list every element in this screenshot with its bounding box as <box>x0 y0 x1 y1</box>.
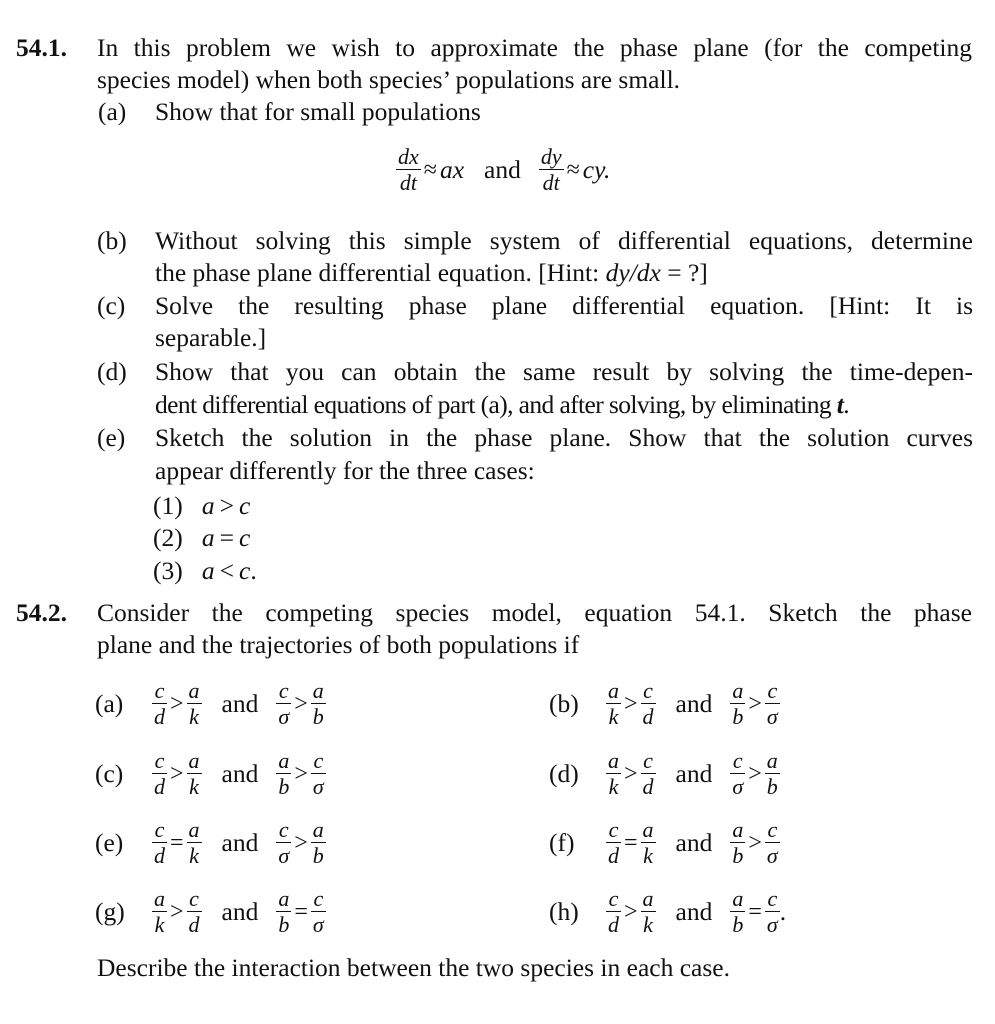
condition-item <box>549 819 780 867</box>
denominator: k <box>187 842 202 867</box>
relation-symbol: = <box>294 898 308 925</box>
numerator: c <box>313 886 324 911</box>
fraction <box>641 680 656 728</box>
text-segment: . <box>843 390 850 419</box>
numerator: a <box>642 817 654 842</box>
denominator: b <box>278 912 290 937</box>
fraction <box>641 819 656 867</box>
fraction <box>396 146 421 194</box>
relation-symbol: = <box>624 829 638 856</box>
numerator: a <box>278 748 290 773</box>
conjunction: and <box>221 827 259 857</box>
fraction <box>730 888 745 936</box>
relation-symbol: > <box>170 898 184 925</box>
numerator: c <box>608 886 619 911</box>
numerator: a <box>188 748 200 773</box>
relation-symbol: > <box>294 760 308 787</box>
part-label: (a) <box>98 97 127 126</box>
part-text <box>155 257 708 290</box>
case-item <box>153 522 250 555</box>
condition-item <box>95 888 326 936</box>
conjunction: and <box>675 827 713 857</box>
case-end: . <box>250 556 257 585</box>
part-text: Show that for small populations <box>155 97 481 126</box>
condition-label: (e) <box>95 827 124 857</box>
fraction <box>311 680 326 728</box>
denominator: σ <box>766 843 778 868</box>
case-lhs: a <box>201 523 215 552</box>
conjunction: and <box>675 896 713 926</box>
case-item <box>153 555 257 588</box>
denominator: d <box>188 912 200 937</box>
math-expression: ax <box>439 154 465 184</box>
condition-label: (h) <box>549 896 579 926</box>
relation-symbol: > <box>748 829 762 856</box>
numerator: a <box>154 886 165 911</box>
case-rhs: c <box>239 491 251 520</box>
numerator: c <box>643 748 653 773</box>
case-lhs: a <box>201 556 215 585</box>
denominator: σ <box>766 704 778 729</box>
numerator: c <box>767 886 778 911</box>
relation-symbol: ≈ <box>566 156 580 183</box>
numerator: c <box>767 817 778 842</box>
denominator: d <box>642 704 654 729</box>
condition-item <box>95 750 326 798</box>
case-rhs: c <box>239 523 251 552</box>
fraction <box>152 819 167 867</box>
fraction <box>606 888 621 936</box>
fraction <box>606 750 621 798</box>
numerator: a <box>312 678 324 703</box>
numerator: dx <box>398 144 419 169</box>
denominator: d <box>154 704 165 729</box>
numerator: a <box>608 748 619 773</box>
text-segment: the phase plane differential equation. [Hint: <box>155 258 606 287</box>
condition-item <box>549 750 780 798</box>
fraction <box>276 819 291 867</box>
numerator: a <box>642 886 654 911</box>
part-text: Sketch the solution in the phase plane. Show that the solution curves <box>155 423 973 452</box>
condition-label: (a) <box>95 688 124 718</box>
conjunction: and <box>675 688 713 718</box>
condition-label: (d) <box>549 758 579 788</box>
numerator: c <box>278 678 289 703</box>
relation-symbol: > <box>624 690 638 717</box>
denominator: k <box>641 842 656 867</box>
fraction <box>641 750 656 798</box>
denominator: dt <box>396 169 421 194</box>
fraction <box>730 819 745 867</box>
numerator: a <box>766 748 778 773</box>
numerator: c <box>643 678 653 703</box>
relation-symbol: > <box>624 898 638 925</box>
fraction <box>152 888 167 936</box>
case-relation: < <box>219 556 234 585</box>
relation-symbol: > <box>624 760 638 787</box>
numerator: a <box>188 678 200 703</box>
conjunction: and <box>221 896 259 926</box>
part-text <box>155 389 849 422</box>
part-text: Without solving this simple system of differential equations, determine <box>155 226 973 255</box>
denominator: d <box>642 774 654 799</box>
fraction <box>187 680 202 728</box>
numerator: c <box>732 748 743 773</box>
fraction <box>276 680 291 728</box>
numerator: a <box>732 817 744 842</box>
denominator: d <box>154 843 165 868</box>
numerator: c <box>608 817 619 842</box>
case-label: (3) <box>153 556 183 585</box>
problem-intro-line: plane and the trajectories of both populations if <box>97 630 580 659</box>
denominator: d <box>608 843 619 868</box>
denominator: b <box>732 843 744 868</box>
numerator: c <box>767 678 778 703</box>
denominator: b <box>312 843 324 868</box>
case-label: (1) <box>153 491 183 520</box>
part-label: (d) <box>97 357 127 386</box>
fraction <box>187 819 202 867</box>
denominator: σ <box>278 704 290 729</box>
denominator: σ <box>278 843 290 868</box>
condition-item <box>549 888 786 936</box>
fraction <box>187 888 202 936</box>
fraction <box>606 819 621 867</box>
relation-symbol: > <box>748 760 762 787</box>
problem-intro-line: In this problem we wish to approximate the phase plane (for the competing <box>97 33 972 62</box>
numerator: c <box>278 817 289 842</box>
denominator: b <box>766 774 778 799</box>
fraction <box>152 680 167 728</box>
denominator: σ <box>766 912 778 937</box>
denominator: k <box>187 703 202 728</box>
part-text: separable.] <box>155 323 267 352</box>
numerator: dy <box>540 144 562 169</box>
part-text: Show that you can obtain the same result by solving the time-depen- <box>155 357 973 386</box>
numerator: c <box>154 678 165 703</box>
fraction <box>765 680 780 728</box>
math-variable: t <box>836 390 844 419</box>
denominator: b <box>732 912 744 937</box>
relation-symbol: > <box>748 690 762 717</box>
math-expression: dy/dx <box>605 258 661 287</box>
conjunction: and <box>221 688 259 718</box>
numerator: a <box>732 678 744 703</box>
case-item <box>153 490 250 523</box>
condition-label: (c) <box>95 758 124 788</box>
conjunction: and <box>221 758 259 788</box>
part-label: (c) <box>97 291 126 320</box>
denominator: b <box>732 704 744 729</box>
condition-item <box>95 819 326 867</box>
relation-symbol: ≈ <box>423 156 437 183</box>
fraction <box>311 750 326 798</box>
denominator: dt <box>539 169 564 194</box>
fraction <box>606 680 621 728</box>
numerator: a <box>732 886 744 911</box>
closing-instruction: Describe the interaction between the two species in each case. <box>97 953 730 982</box>
condition-end: . <box>779 896 787 926</box>
fraction <box>765 750 780 798</box>
fraction <box>152 750 167 798</box>
case-relation: = <box>219 523 234 552</box>
problem-number: 54.1. <box>16 33 67 62</box>
part-text: appear differently for the three cases: <box>155 456 535 485</box>
condition-item <box>95 680 326 728</box>
fraction <box>641 888 656 936</box>
text-segment: = ?] <box>660 258 708 287</box>
relation-symbol: > <box>294 829 308 856</box>
numerator: a <box>312 817 324 842</box>
problem-intro-line: species model) when both species’ populations are small. <box>97 65 681 94</box>
part-label: (b) <box>97 226 127 255</box>
part-text: Solve the resulting phase plane differential equation. [Hint: It is <box>155 291 973 320</box>
condition-label: (b) <box>549 688 579 718</box>
denominator: d <box>608 912 619 937</box>
denominator: k <box>606 773 621 798</box>
fraction <box>539 146 564 194</box>
denominator: b <box>312 704 324 729</box>
denominator: k <box>641 911 656 936</box>
denominator: k <box>187 773 202 798</box>
display-equation <box>396 146 610 194</box>
fraction <box>311 819 326 867</box>
fraction <box>276 750 291 798</box>
relation-symbol: > <box>170 760 184 787</box>
denominator: b <box>278 774 290 799</box>
numerator: c <box>154 748 165 773</box>
case-relation: > <box>219 491 234 520</box>
relation-symbol: > <box>294 690 308 717</box>
numerator: c <box>189 886 199 911</box>
numerator: c <box>313 748 324 773</box>
condition-item <box>549 680 780 728</box>
case-lhs: a <box>201 491 215 520</box>
case-rhs: c <box>239 556 251 585</box>
text-segment: dent differential equations of part (a), and after solving, by eliminating <box>155 390 837 419</box>
numerator: c <box>154 817 165 842</box>
numerator: a <box>278 886 290 911</box>
conjunction: and <box>484 154 521 184</box>
case-label: (2) <box>153 523 183 552</box>
fraction <box>730 680 745 728</box>
fraction <box>311 888 326 936</box>
problem-intro-line: Consider the competing species model, equation 54.1. Sketch the phase <box>97 598 972 627</box>
fraction <box>765 819 780 867</box>
conjunction: and <box>675 758 713 788</box>
relation-symbol: = <box>748 898 762 925</box>
fraction <box>730 750 745 798</box>
condition-label: (g) <box>95 896 125 926</box>
fraction <box>276 888 291 936</box>
relation-symbol: = <box>170 829 184 856</box>
denominator: σ <box>312 774 324 799</box>
condition-label: (f) <box>549 827 575 857</box>
denominator: k <box>606 703 621 728</box>
denominator: k <box>152 911 167 936</box>
fraction <box>765 888 780 936</box>
fraction <box>187 750 202 798</box>
relation-symbol: > <box>170 690 184 717</box>
denominator: d <box>154 774 165 799</box>
denominator: σ <box>732 774 744 799</box>
problem-number: 54.2. <box>16 598 67 627</box>
denominator: σ <box>312 912 324 937</box>
numerator: a <box>608 678 619 703</box>
part-label: (e) <box>97 423 126 452</box>
math-expression: cy. <box>582 154 611 184</box>
numerator: a <box>188 817 200 842</box>
